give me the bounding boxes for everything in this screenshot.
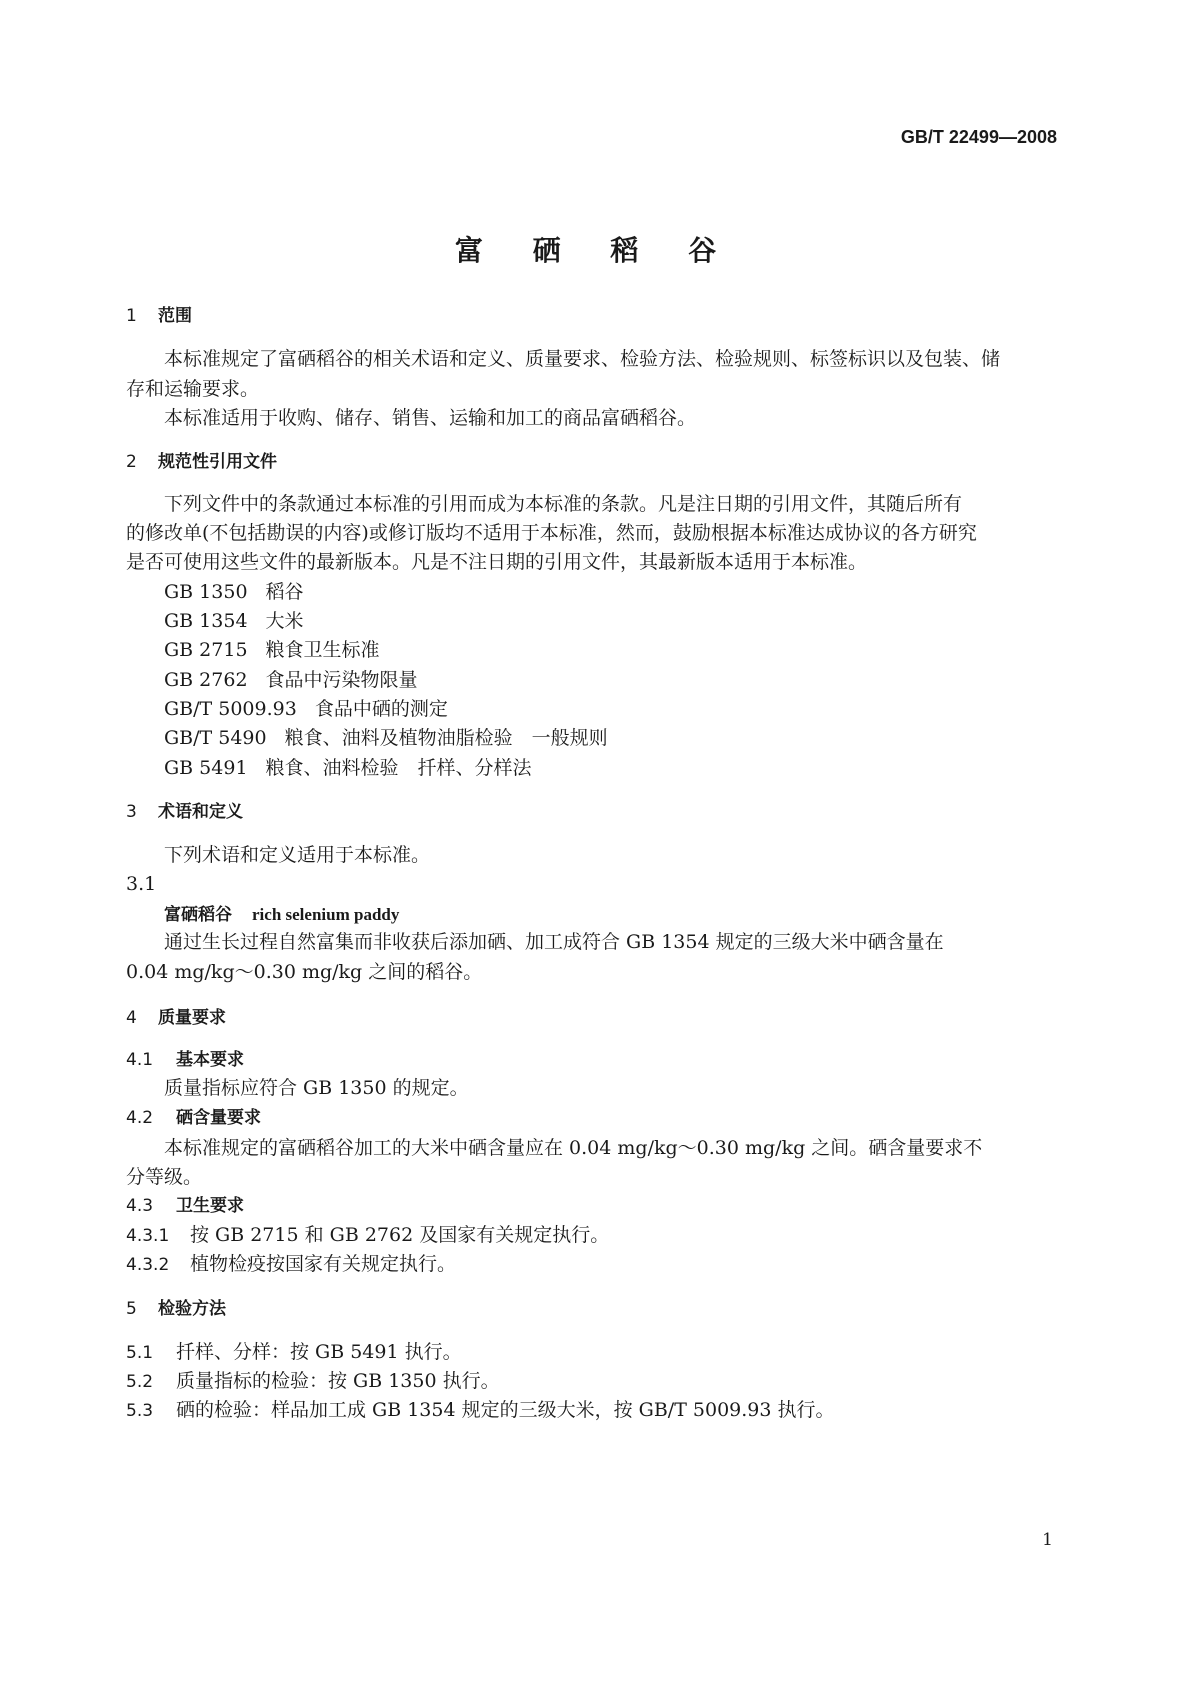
section-1-paragraph-2: 本标准适用于收购、储存、销售、运输和加工的商品富硒稻谷。	[164, 407, 697, 429]
clause-4-3-2: 4.3.2 植物检疫按国家有关规定执行。	[126, 1253, 457, 1275]
page-number: 1	[1042, 1530, 1053, 1550]
clause-4-3-heading: 4.3 卫生要求	[126, 1196, 244, 1216]
clause-4-2-heading: 4.2 硒含量要求	[126, 1108, 261, 1128]
section-3-intro: 下列术语和定义适用于本标准。	[164, 844, 431, 866]
clause-4-1-text: 质量指标应符合 GB 1350 的规定。	[164, 1077, 469, 1099]
clause-4-1-heading: 4.1 基本要求	[126, 1050, 244, 1070]
term-definition-cont: 0.04 mg/kg～0.30 mg/kg 之间的稻谷。	[126, 961, 483, 983]
reference-item: GB 1350 稻谷	[164, 581, 304, 603]
reference-item: GB/T 5009.93 食品中硒的测定	[164, 698, 448, 720]
document-title: 富 硒 稻 谷	[454, 234, 737, 267]
clause-4-3-1: 4.3.1 按 GB 2715 和 GB 2762 及国家有关规定执行。	[126, 1224, 610, 1246]
reference-item: GB 1354 大米	[164, 610, 304, 632]
clause-5-2: 5.2 质量指标的检验：按 GB 1350 执行。	[126, 1370, 500, 1392]
term-definition: 通过生长过程自然富集而非收获后添加硒、加工成符合 GB 1354 规定的三级大米中硒含量在	[164, 931, 944, 953]
clause-4-2-text-cont: 分等级。	[126, 1166, 203, 1188]
section-1-paragraph-1-cont: 存和运输要求。	[126, 378, 260, 400]
section-2-paragraph: 下列文件中的条款通过本标准的引用而成为本标准的条款。凡是注日期的引用文件，其随后所有	[164, 493, 963, 515]
clause-5-3: 5.3 硒的检验：样品加工成 GB 1354 规定的三级大米，按 GB/T 5009.93 执行。	[126, 1399, 835, 1421]
section-2-paragraph-cont-1: 的修改单(不包括勘误的内容)或修订版均不适用于本标准，然而，鼓励根据本标准达成协议的各方研究	[126, 522, 977, 544]
standard-code: GB/T 22499—2008	[900, 127, 1057, 147]
section-5-heading: 5 检验方法	[126, 1299, 226, 1319]
term-heading: 富硒稻谷 rich selenium paddy	[164, 905, 400, 925]
clause-3-1-number: 3.1	[126, 873, 157, 895]
section-3-heading: 3 术语和定义	[126, 802, 243, 822]
section-1-paragraph-1: 本标准规定了富硒稻谷的相关术语和定义、质量要求、检验方法、检验规则、标签标识以及包装、储	[164, 348, 1001, 370]
clause-4-2-text: 本标准规定的富硒稻谷加工的大米中硒含量应在 0.04 mg/kg～0.30 mg/kg 之间。硒含量要求不	[164, 1137, 983, 1159]
section-4-heading: 4 质量要求	[126, 1008, 226, 1028]
reference-item: GB 2762 食品中污染物限量	[164, 669, 418, 691]
reference-item: GB 5491 粮食、油料检验 扦样、分样法	[164, 757, 532, 779]
clause-5-1: 5.1 扦样、分样：按 GB 5491 执行。	[126, 1341, 462, 1363]
section-1-heading: 1 范围	[126, 306, 192, 326]
reference-item: GB/T 5490 粮食、油料及植物油脂检验 一般规则	[164, 727, 608, 749]
section-2-heading: 2 规范性引用文件	[126, 452, 277, 472]
reference-item: GB 2715 粮食卫生标准	[164, 639, 380, 661]
section-2-paragraph-cont-2: 是否可使用这些文件的最新版本。凡是不注日期的引用文件，其最新版本适用于本标准。	[126, 551, 868, 573]
